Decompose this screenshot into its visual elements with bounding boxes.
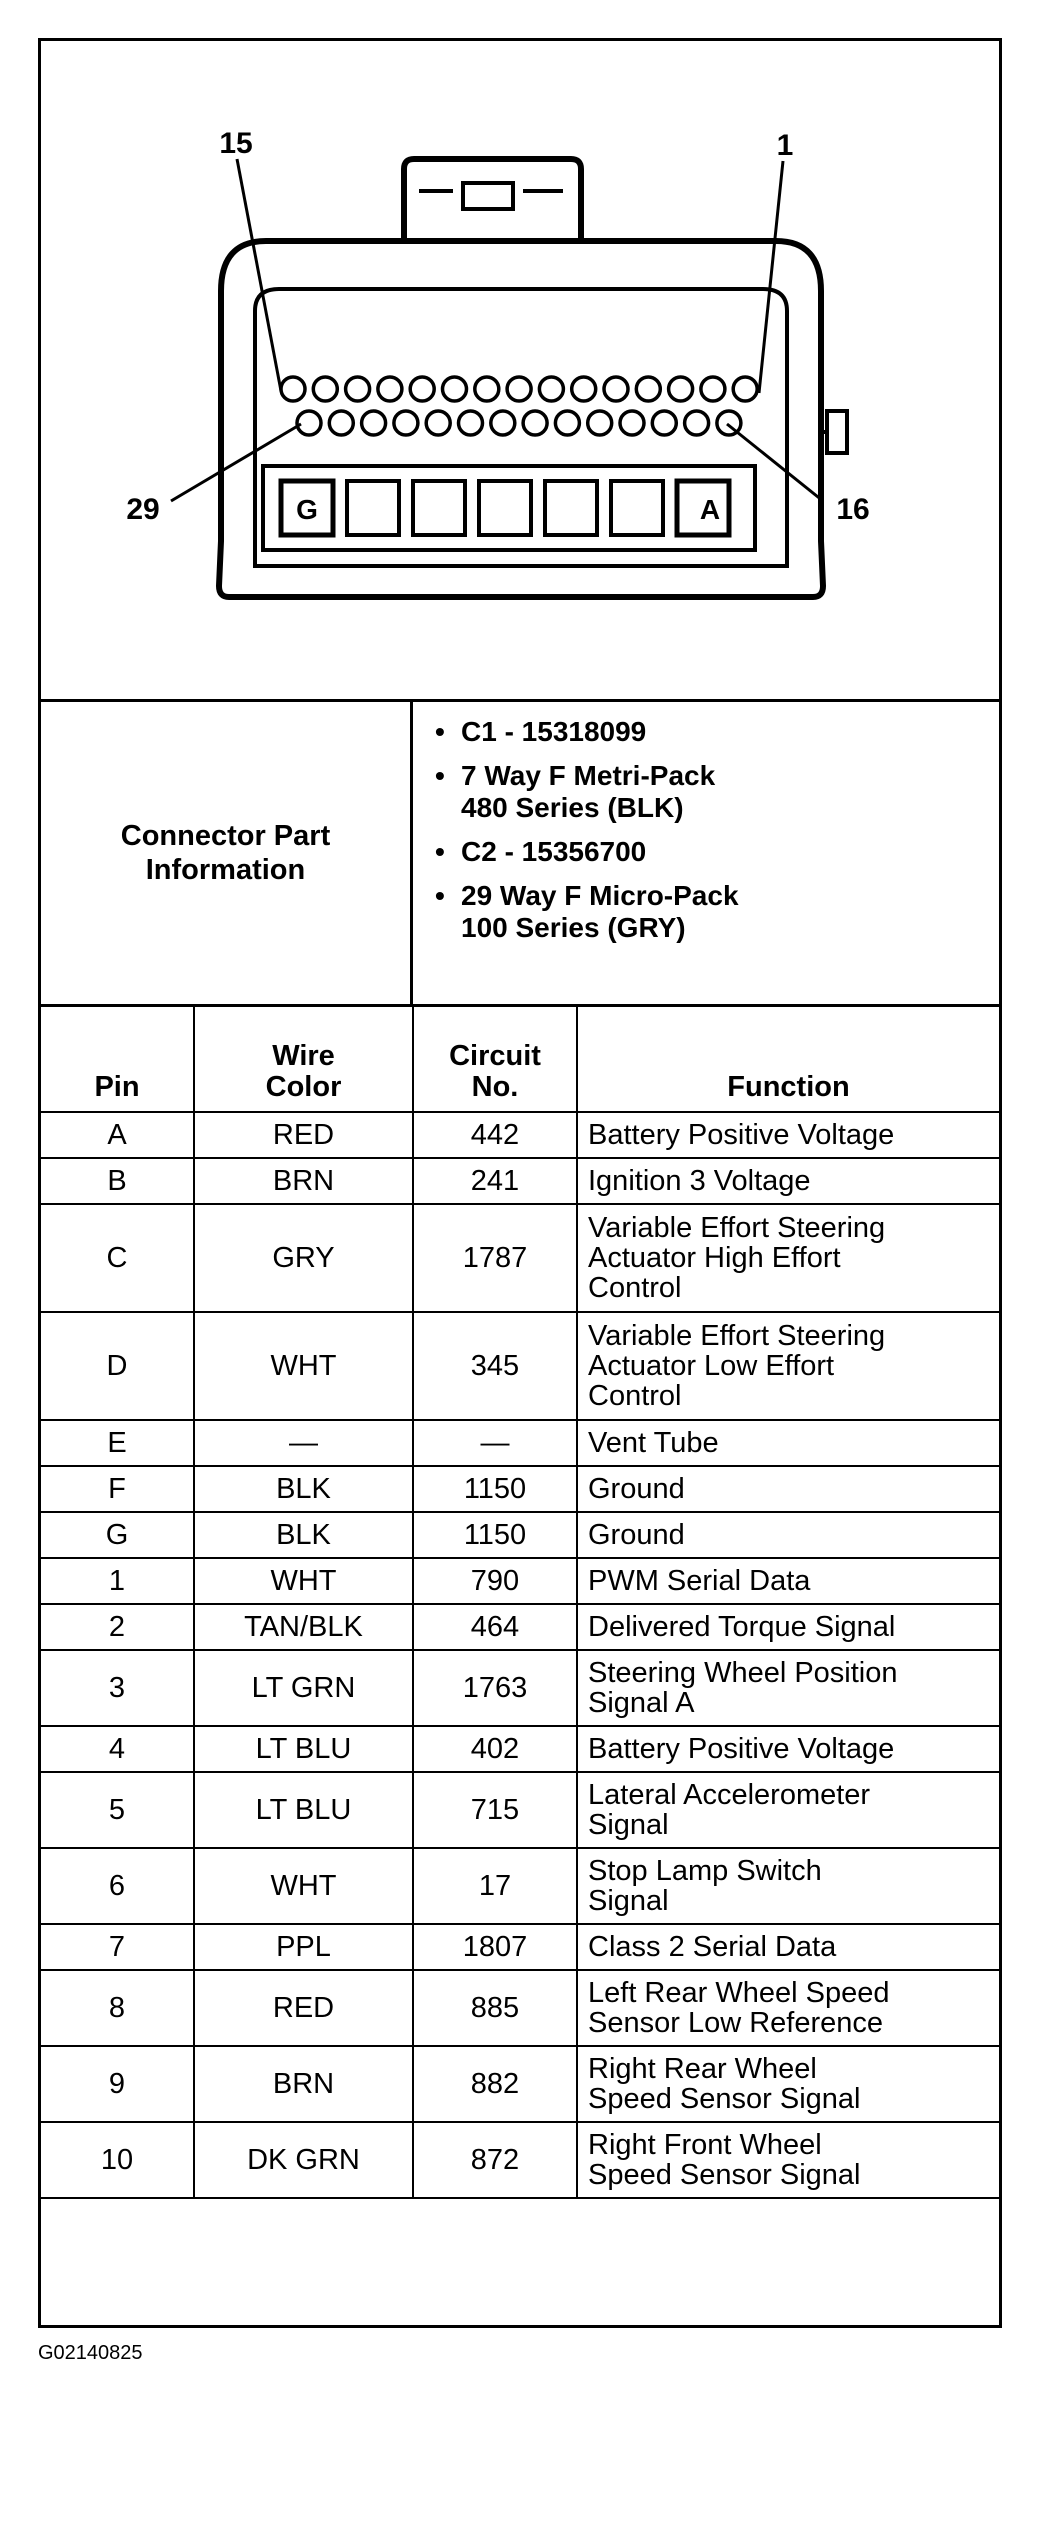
pin-hole [443, 377, 467, 401]
pin-hole [329, 411, 353, 435]
callout-line-16 [727, 424, 823, 501]
pin-hole [394, 411, 418, 435]
part-info-item: • 29 Way F Micro-Pack 100 Series (GRY) [435, 880, 739, 943]
latch-slot [463, 183, 513, 209]
pin-hole [346, 377, 370, 401]
callout-1: 1 [776, 129, 794, 162]
function-cell: Stop Lamp Switch Signal [577, 1848, 999, 1924]
function-cell: Variable Effort Steering Actuator Low Effort Control [577, 1312, 999, 1420]
pin-cell: B [41, 1158, 194, 1204]
pin-cell: D [41, 1312, 194, 1420]
pin-hole [669, 377, 693, 401]
pin-hole [426, 411, 450, 435]
figure-id: G02140825 [38, 2342, 143, 2364]
pin-hole [297, 411, 321, 435]
function-cell: Battery Positive Voltage [577, 1112, 999, 1158]
pin-cell: 9 [41, 2046, 194, 2122]
function-cell: Class 2 Serial Data [577, 1924, 999, 1970]
table-row [41, 1650, 999, 1726]
pin-hole [459, 411, 483, 435]
wire-cavity [611, 481, 663, 535]
part-info-item: • C2 - 15356700 [435, 836, 647, 867]
pin-cell: A [41, 1112, 194, 1158]
table-row [41, 1158, 999, 1204]
pin-cell: 4 [41, 1726, 194, 1772]
wire-color-cell: BRN [194, 1158, 413, 1204]
connector-part-info-label: Connector Part Information [41, 702, 413, 1004]
wire-color-cell: DK GRN [194, 2122, 413, 2198]
connector-pinout-document [38, 38, 1002, 2328]
pin-row-1-15 [281, 377, 757, 401]
circuit-cell: 442 [413, 1112, 577, 1158]
wire-color-cell: GRY [194, 1204, 413, 1312]
pin-cell: G [41, 1512, 194, 1558]
pin-hole [313, 377, 337, 401]
header-circuit-no: Circuit No. [413, 1007, 577, 1112]
callout-15: 15 [219, 127, 253, 160]
function-cell: Battery Positive Voltage [577, 1726, 999, 1772]
pin-hole [539, 377, 563, 401]
circuit-cell: 1150 [413, 1512, 577, 1558]
pin-cell: 5 [41, 1772, 194, 1848]
wire-color-cell: BLK [194, 1512, 413, 1558]
function-cell: Delivered Torque Signal [577, 1604, 999, 1650]
pin-cell: 7 [41, 1924, 194, 1970]
wire-color-cell: RED [194, 1970, 413, 2046]
circuit-cell: 464 [413, 1604, 577, 1650]
pin-hole [620, 411, 644, 435]
table-row [41, 1848, 999, 1924]
circuit-cell: 17 [413, 1848, 577, 1924]
wire-color-cell: PPL [194, 1924, 413, 1970]
pin-hole [555, 411, 579, 435]
wire-color-cell: RED [194, 1112, 413, 1158]
table-row [41, 1924, 999, 1970]
circuit-cell: 1807 [413, 1924, 577, 1970]
callout-line-15 [237, 159, 281, 391]
pin-hole [281, 377, 305, 401]
function-cell: Right Front Wheel Speed Sensor Signal [577, 2122, 999, 2198]
pin-cell: 10 [41, 2122, 194, 2198]
header-pin: Pin [41, 1007, 194, 1112]
wire-color-cell: LT BLU [194, 1726, 413, 1772]
wire-color-cell: WHT [194, 1558, 413, 1604]
callout-line-1 [759, 161, 783, 393]
circuit-cell: 241 [413, 1158, 577, 1204]
pin-hole [507, 377, 531, 401]
table-row [41, 2046, 999, 2122]
circuit-cell: 715 [413, 1772, 577, 1848]
function-cell: Lateral Accelerometer Signal [577, 1772, 999, 1848]
cavity-row [281, 481, 729, 535]
table-row [41, 1312, 999, 1420]
function-cell: Vent Tube [577, 1420, 999, 1466]
wire-cavity [545, 481, 597, 535]
circuit-cell: 1763 [413, 1650, 577, 1726]
wire-color-cell: TAN/BLK [194, 1604, 413, 1650]
callout-16: 16 [836, 493, 870, 526]
function-cell: Ignition 3 Voltage [577, 1158, 999, 1204]
circuit-cell: 402 [413, 1726, 577, 1772]
pin-hole [636, 377, 660, 401]
pin-hole [410, 377, 434, 401]
part-info-item: • C1 - 15318099 [435, 716, 647, 747]
function-cell: Left Rear Wheel Speed Sensor Low Reference [577, 1970, 999, 2046]
function-cell: Steering Wheel Position Signal A [577, 1650, 999, 1726]
connector-part-info-list [413, 702, 999, 1004]
table-row [41, 1772, 999, 1848]
circuit-cell: — [413, 1420, 577, 1466]
pin-cell: E [41, 1420, 194, 1466]
callout-29: 29 [126, 493, 160, 526]
function-cell: Variable Effort Steering Actuator High Effort Control [577, 1204, 999, 1312]
circuit-cell: 790 [413, 1558, 577, 1604]
table-row [41, 1558, 999, 1604]
pin-cell: F [41, 1466, 194, 1512]
table-row [41, 1420, 999, 1466]
wire-color-cell: LT GRN [194, 1650, 413, 1726]
wire-color-cell: — [194, 1420, 413, 1466]
table-row [41, 2122, 999, 2198]
connector-diagram [41, 41, 999, 699]
header-wire-color: Wire Color [194, 1007, 413, 1112]
function-cell: PWM Serial Data [577, 1558, 999, 1604]
pin-hole [491, 411, 515, 435]
pin-hole [362, 411, 386, 435]
circuit-cell: 885 [413, 1970, 577, 2046]
wire-color-cell: LT BLU [194, 1772, 413, 1848]
cavity-label-a: A [699, 494, 721, 525]
wire-cavity [413, 481, 465, 535]
cavity-label-g: G [296, 494, 318, 525]
pin-hole [701, 377, 725, 401]
side-tab [827, 411, 847, 453]
pin-hole [588, 411, 612, 435]
circuit-cell: 872 [413, 2122, 577, 2198]
pin-hole [523, 411, 547, 435]
function-cell: Right Rear Wheel Speed Sensor Signal [577, 2046, 999, 2122]
pin-hole [572, 377, 596, 401]
part-info-item: • 7 Way F Metri-Pack 480 Series (BLK) [435, 760, 716, 823]
pin-cell: C [41, 1204, 194, 1312]
connector-diagram-panel [41, 41, 999, 702]
pin-hole [685, 411, 709, 435]
table-row [41, 1512, 999, 1558]
circuit-cell: 1787 [413, 1204, 577, 1312]
pin-cell: 2 [41, 1604, 194, 1650]
table-row [41, 1112, 999, 1158]
connector-part-information [41, 702, 999, 1007]
pin-cell: 3 [41, 1650, 194, 1726]
pin-row-16-29 [297, 411, 741, 435]
wire-cavity [347, 481, 399, 535]
wire-color-cell: BRN [194, 2046, 413, 2122]
function-cell: Ground [577, 1512, 999, 1558]
pin-cell: 1 [41, 1558, 194, 1604]
wire-cavity [479, 481, 531, 535]
table-row [41, 1466, 999, 1512]
pin-hole [378, 377, 402, 401]
table-row [41, 1204, 999, 1312]
header-function: Function [577, 1007, 999, 1112]
table-row [41, 1970, 999, 2046]
wire-color-cell: WHT [194, 1312, 413, 1420]
connector-latch [404, 159, 581, 241]
pin-hole [604, 377, 628, 401]
connector-housing [219, 241, 823, 597]
circuit-cell: 882 [413, 2046, 577, 2122]
pin-cell: 6 [41, 1848, 194, 1924]
table-header-row [41, 1007, 999, 1112]
pin-cell: 8 [41, 1970, 194, 2046]
circuit-cell: 345 [413, 1312, 577, 1420]
wire-color-cell: BLK [194, 1466, 413, 1512]
table-row [41, 1604, 999, 1650]
function-cell: Ground [577, 1466, 999, 1512]
pin-hole [475, 377, 499, 401]
circuit-cell: 1150 [413, 1466, 577, 1512]
pin-hole [733, 377, 757, 401]
table-row [41, 1726, 999, 1772]
wire-color-cell: WHT [194, 1848, 413, 1924]
pin-function-table [41, 1007, 999, 2199]
pin-hole [652, 411, 676, 435]
